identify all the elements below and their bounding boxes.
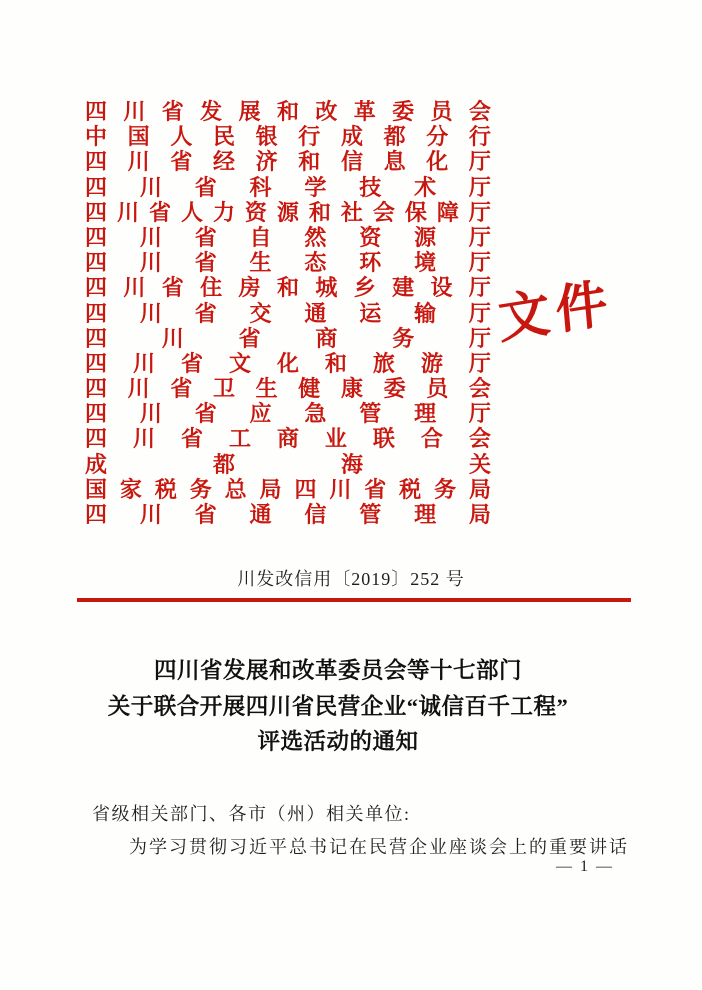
letterhead-line: 四 川 省 生 态 环 境 厅 — [85, 250, 491, 276]
body-paragraph: 为学习贯彻习近平总书记在民营企业座谈会上的重要讲话 — [129, 837, 629, 857]
letterhead-line: 四 川 省 交 通 运 输 厅 — [85, 300, 491, 326]
letterhead-line: 四 川 省 人 力 资 源 和 社 会 保 障 厅 — [85, 199, 491, 225]
letterhead-line: 四 川 省 卫 生 健 康 委 员 会 — [85, 376, 491, 402]
document-title — [0, 653, 689, 760]
letterhead-line: 四 川 省 工 商 业 联 合 会 — [85, 426, 491, 452]
letterhead-line: 四 川 省 商 务 厅 — [85, 325, 491, 351]
letterhead-line: 四 川 省 住 房 和 城 乡 建 设 厅 — [85, 275, 491, 301]
letterhead-line: 四 川 省 经 济 和 信 息 化 厅 — [85, 149, 491, 175]
title-line-3: 评选活动的通知 — [257, 729, 419, 754]
red-separator-line — [77, 598, 631, 602]
letterhead-lines — [85, 99, 491, 527]
letterhead-line: 四 川 省 科 学 技 术 厅 — [85, 174, 491, 200]
letterhead-line: 中 国 人 民 银 行 成 都 分 行 — [85, 124, 491, 150]
title-line-1: 四川省发展和改革委员会等十七部门 — [153, 658, 522, 683]
letterhead-line: 成 都 海 关 — [85, 451, 491, 477]
letterhead-line: 四 川 省 文 化 和 旅 游 厅 — [85, 350, 491, 376]
wenjian-label: 文件 — [496, 274, 616, 350]
page-number: — 1 — — [556, 858, 614, 875]
title-line-2: 关于联合开展四川省民营企业“诚信百千工程” — [107, 693, 569, 719]
addressee-line: 省级相关部门、各市（州）相关单位: — [92, 804, 411, 824]
letterhead-line: 四 川 省 发 展 和 改 革 委 员 会 — [85, 99, 491, 124]
letterhead-line: 四 川 省 自 然 资 源 厅 — [85, 224, 491, 250]
doc-number: 川发改信用〔2019〕252 号 — [237, 569, 465, 589]
letterhead-line: 四 川 省 通 信 管 理 局 — [85, 502, 491, 527]
letterhead-line: 四 川 省 应 急 管 理 厅 — [85, 401, 491, 427]
letterhead-line: 国 家 税 务 总 局 四 川 省 税 务 局 — [85, 476, 491, 502]
